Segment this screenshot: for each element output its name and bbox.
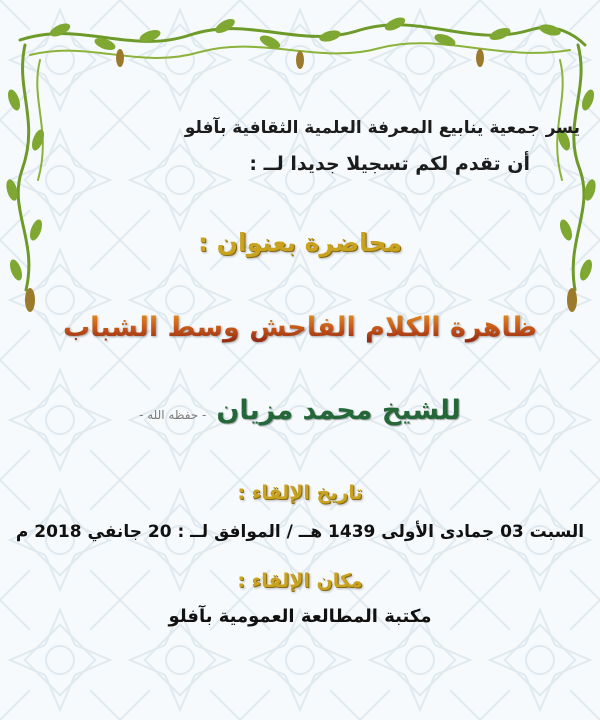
lecture-title: ظاهرة الكلام الفاحش وسط الشباب xyxy=(0,312,600,343)
speaker-honorific: - حفظه الله - xyxy=(139,408,207,422)
intro-line-1: يسر جمعية ينابيع المعرفة العلمية الثقافية بآفلو xyxy=(184,118,580,138)
date-value: السبت 03 جمادى الأولى 1439 هــ / الموافق لــ : 20 جانفي 2018 م xyxy=(15,522,585,542)
place-label: مكان الإلقاء : xyxy=(237,570,363,592)
speaker-row xyxy=(0,395,600,426)
intro-line-2: أن تقدم لكم تسجيلا جديدا لــ : xyxy=(249,153,530,175)
date-label: تاريخ الإلقاء : xyxy=(237,482,363,504)
speaker-name: للشيخ محمد مزيان xyxy=(216,395,461,426)
lecture-label: محاضرة بعنوان : xyxy=(197,228,403,257)
place-value: مكتبة المطالعة العمومية بآفلو xyxy=(168,606,432,627)
